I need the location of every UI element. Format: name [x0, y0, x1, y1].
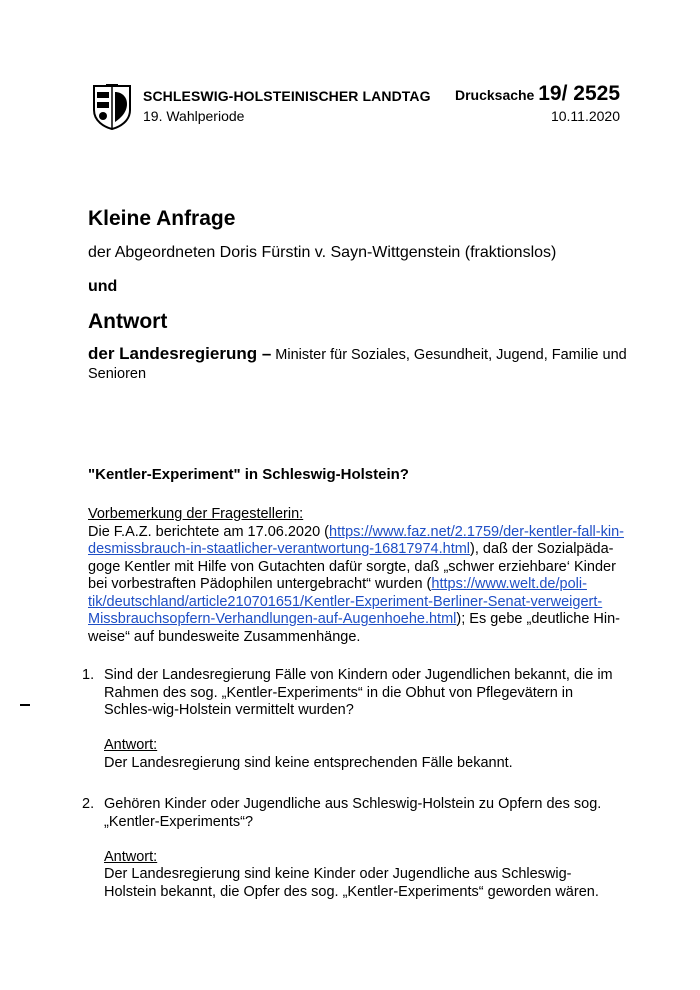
drucksache-label: [455, 82, 620, 106]
heading-kleine-anfrage: Kleine Anfrage: [88, 207, 236, 230]
answer-label: Antwort:: [104, 737, 158, 753]
preliminary-text-part: Die F.A.Z. berichtete am 17.06.2020 (: [88, 523, 329, 540]
question-item: [82, 667, 622, 772]
ministry-name: Minister für Soziales, Gesundheit, Jugend, Familie und Senioren: [88, 347, 627, 382]
drucksache-number: 19/ 2525: [538, 82, 620, 105]
document-title: "Kentler-Experiment" in Schleswig-Holstein?: [88, 466, 409, 483]
preliminary-text: [88, 524, 628, 647]
answer-text: Der Landesregierung sind keine entsprechenden Fälle bekannt.: [104, 754, 513, 771]
question-item: [82, 796, 622, 901]
preliminary-heading: Vorbemerkung der Fragestellerin:: [88, 506, 304, 522]
requester-line: der Abgeordneten Doris Fürstin v. Sayn-Wittgenstein (fraktionslos): [88, 244, 557, 261]
coat-of-arms-logo: [92, 84, 132, 130]
preliminary-text-part: ); Es gebe „deutliche Hin-weise“ auf bundesweite Zusammenhänge.: [88, 611, 620, 645]
preliminary-text-part: ), daß der Sozialpäda-goge Kentler mit Hilfe von Gutachten dafür sorgte, daß „schwer erziehbare‘ Kinder bei vorbestraften Pädophilen untergebracht“ wurden (: [88, 541, 616, 592]
document-date: 10.11.2020: [550, 108, 620, 124]
answer-text: Der Landesregierung sind keine Kinder oder Jugendliche aus Schleswig-Holstein bekannt, die Opfer des sog. „Kentler-Experiments“ geworden wären.: [104, 866, 599, 900]
answer-block: [104, 849, 622, 902]
legislative-period: 19. Wahlperiode: [143, 108, 245, 124]
question-text: Sind der Landesregierung Fälle von Kindern oder Jugendlichen bekannt, die im Rahmen des sog. „Kentler-Experiments“ in die Obhut von Pflegevätern in Schles-wig-Holstein vermittelt wurden?: [104, 667, 613, 718]
answer-label: Antwort:: [104, 848, 158, 865]
government-label: der Landesregierung –: [88, 344, 272, 363]
question-text: Gehören Kinder oder Jugendliche aus Schleswig-Holstein zu Opfern des sog. „Kentler-Experiments“?: [104, 796, 602, 830]
government-line: [88, 344, 628, 384]
preliminary-remark: [88, 506, 628, 646]
question-number: 2.: [82, 796, 95, 812]
drucksache-word: Drucksache: [454, 87, 535, 103]
question-number: 1.: [82, 667, 95, 683]
heading-antwort: Antwort: [88, 310, 168, 333]
institution-name: SCHLESWIG-HOLSTEINISCHER LANDTAG: [143, 88, 431, 104]
welt-link[interactable]: https://www.welt.de/poli-tik/deutschland/article210701651/Kentler-Experiment-Berliner-Senat-verweigert-Missbrauchsopfern-Verhandlungen-auf-Augenhoehe.html: [88, 576, 603, 627]
faz-link[interactable]: https://www.faz.net/2.1759/der-kentler-fall-kin-desmissbrauch-in-staatlicher-verantwortung-16817974.html: [88, 523, 624, 557]
answer-block: [104, 737, 622, 772]
und-label: und: [88, 278, 118, 295]
margin-mark: [20, 704, 30, 706]
